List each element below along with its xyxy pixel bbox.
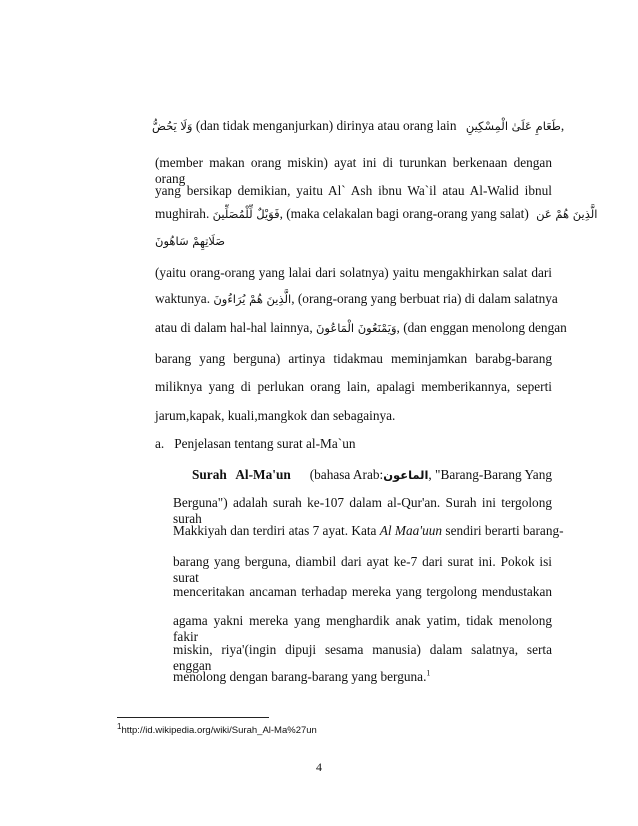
body-line-3: yang bersikap demikian, yaitu Al` Ash ibnu Wa`il atau Al-Walid ibnul — [155, 183, 552, 198]
arabic-fawailul-lil-musallin: فَوَيْلٌ لِّلْمُصَلِّينَ — [212, 207, 280, 221]
section-line-5: menceritakan ancaman terhadap mereka yang tergolong mendustakan — [173, 584, 552, 599]
comma: , — [560, 118, 565, 133]
section-line-6: agama yakni mereka yang menghardik anak yatim, tidak menolong fakir — [173, 613, 552, 644]
footnote-divider — [117, 717, 269, 718]
section-line-4: barang yang berguna, diambil dari ayat ke-7 dari surat ini. Pokok isi surat — [173, 554, 552, 585]
body-text: atau di dalam hal-hal lainnya, — [155, 320, 313, 335]
body-line-11: jarum,kapak, kuali,mangkok dan sebagainya. — [155, 408, 396, 423]
arabic-wa-la-yahudhdhu: وَلَا يَحُضُّ — [152, 119, 193, 133]
arabic-salatihim-sahun: صَلَاتِهِمْ سَاهُونَ — [155, 234, 226, 248]
footnote-number: 1 — [117, 721, 122, 731]
body-text: menolong dengan barang-barang yang berguna. — [173, 669, 427, 684]
arabic-yuraun: الَّذِينَ هُمْ يُرَاءُونَ — [213, 292, 292, 306]
body-line-8 — [155, 320, 567, 336]
body-line-2: (member makan orang miskin) ayat ini di turunkan berkenaan dengan orang — [155, 155, 552, 186]
body-line-1 — [152, 118, 565, 134]
body-text: mughirah. — [155, 206, 210, 221]
section-line-3 — [173, 523, 564, 539]
body-text: (bahasa Arab:الماعون, "Barang-Barang Yang — [309, 467, 552, 482]
body-line-10: miliknya yang di perlukan orang lain, apalagi memberikannya, seperti — [155, 379, 552, 394]
body-text: waktunya. — [155, 291, 211, 306]
body-text: , (maka celakalan bagi orang-orang yang salat) — [279, 206, 529, 221]
section-line-2: Berguna") adalah surah ke-107 dalam al-Qur'an. Surah ini tergolong surah — [173, 495, 552, 526]
body-line-6: (yaitu orang-orang yang lalai dari solatnya) yaitu mengakhirkan salat dari — [155, 265, 552, 280]
body-text: , (orang-orang yang berbuat ria) di dalam salatnya — [291, 291, 558, 306]
arabic-al-maun: الماعون — [383, 468, 429, 482]
footnote-ref[interactable]: 1 — [426, 668, 431, 678]
section-line-1 — [192, 467, 552, 483]
arabic-yamnaun-al-maun: وَيَمْنَعُونَ الْمَاعُونَ — [315, 321, 397, 335]
body-text: Makkiyah dan terdiri atas 7 ayat. Kata — [173, 523, 377, 538]
section-line-8 — [173, 669, 430, 685]
footnote — [117, 721, 317, 736]
al-maauun-term: Al Maa'uun — [379, 523, 443, 538]
arabic-alladzina-hum-an: الَّذِينَ هُمْ عَن — [536, 207, 598, 221]
page-number: 4 — [316, 760, 322, 774]
body-text: , (dan enggan menolong dengan — [396, 320, 567, 335]
surah-name: Surah Al-Ma'un — [192, 467, 291, 482]
section-line-7: miskin, riya'(ingin dipuji sesama manusia) dalam salatnya, serta enggan — [173, 642, 552, 673]
footnote-link[interactable]: http://id.wikipedia.org/wiki/Surah_Al-Ma%27un — [121, 725, 317, 736]
body-line-4 — [155, 206, 598, 222]
body-text: sendiri berarti barang- — [445, 523, 564, 538]
body-line-9: barang yang berguna) artinya tidakmau meminjamkan barabg-barang — [155, 351, 552, 366]
body-text: (dan tidak menganjurkan) dirinya atau orang lain — [195, 118, 457, 133]
arabic-taami-miskin: طَعَامِ عَلَىٰ الْمِسْكِينِ — [465, 119, 561, 133]
body-line-7 — [155, 291, 558, 307]
section-heading: a. Penjelasan tentang surat al-Ma`un — [155, 436, 356, 451]
